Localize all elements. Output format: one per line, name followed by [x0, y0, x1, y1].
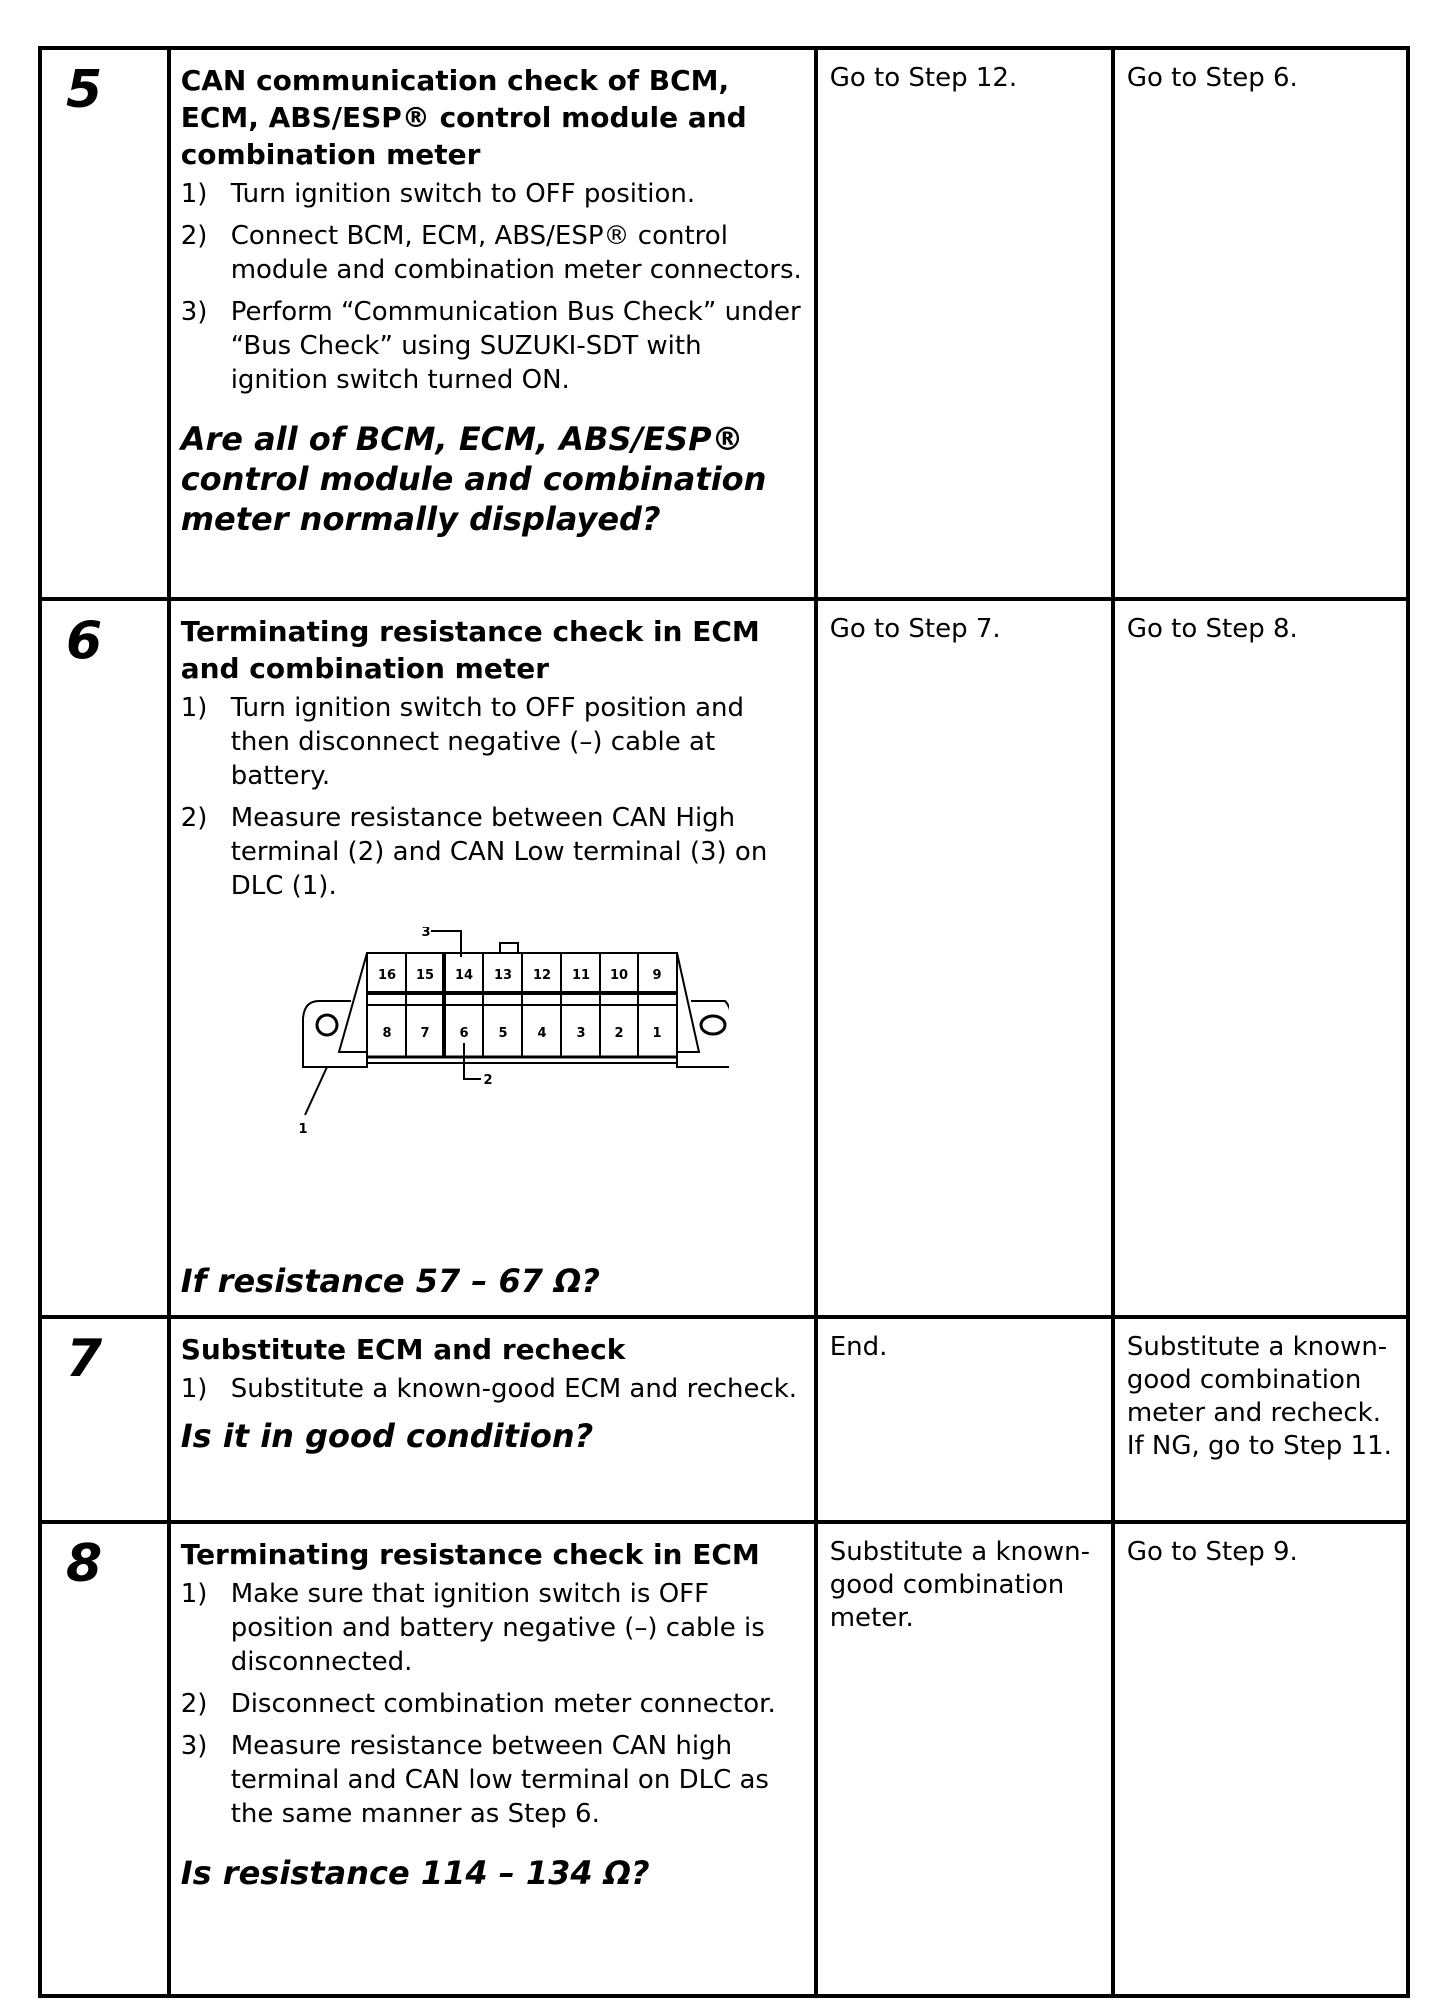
step-question: Is resistance 114 – 134 Ω?: [180, 1854, 650, 1892]
table-row-step-8: [42, 1520, 1406, 1994]
item-number: 1): [180, 1579, 208, 1609]
item-text: Measure resistance between CAN High terminal (2) and CAN Low terminal (3) on DLC (1).: [230, 803, 768, 901]
action-cell: [167, 50, 814, 597]
pin-label: 15: [415, 968, 434, 983]
item-number: 3): [180, 1731, 208, 1761]
pin-label: 13: [493, 968, 512, 983]
action-cell: [167, 1524, 814, 1994]
pin-label: 11: [571, 968, 590, 983]
callout-can-high: 2: [483, 1073, 493, 1088]
troubleshooting-table: [38, 46, 1410, 1998]
yes-result: Substitute a known-good combination meter.: [829, 1537, 1091, 1633]
pin-label: 14: [454, 968, 473, 983]
instruction-item: [181, 1577, 804, 1679]
pin-label: 1: [652, 1026, 662, 1041]
item-text: Make sure that ignition switch is OFF position and battery negative (–) cable is disconnected.: [230, 1579, 765, 1677]
yes-result-cell: [814, 601, 1111, 1315]
action-cell: [167, 1319, 814, 1520]
step-title: CAN communication check of BCM, ECM, ABS/ESP® control module and combination meter: [180, 64, 747, 171]
instruction-item: [181, 1372, 804, 1406]
callout-dlc: 1: [298, 1122, 308, 1137]
step-title: Terminating resistance check in ECM and combination meter: [180, 615, 760, 685]
step-number-cell: [42, 601, 167, 1315]
step-number-cell: [42, 50, 167, 597]
item-number: 2): [180, 803, 208, 833]
pin-label: 9: [652, 968, 662, 983]
pin-label: 3: [576, 1026, 586, 1041]
yes-result: End.: [829, 1332, 888, 1362]
step-question: If resistance 57 – 67 Ω?: [180, 1262, 600, 1300]
instruction-list: [181, 1372, 804, 1406]
no-result: Go to Step 9.: [1126, 1537, 1298, 1567]
pin-label: 10: [609, 968, 628, 983]
instruction-item: [181, 801, 804, 903]
step-number-cell: [42, 1319, 167, 1520]
item-number: 1): [180, 693, 208, 723]
item-text: Perform “Communication Bus Check” under “Bus Check” using SUZUKI-SDT with ignition switch turned ON.: [230, 297, 801, 395]
item-text: Measure resistance between CAN high terminal and CAN low terminal on DLC as the same manner as Step 6.: [230, 1731, 769, 1829]
action-cell: [167, 601, 814, 1315]
pin-label: 5: [498, 1026, 508, 1041]
yes-result-cell: [814, 50, 1111, 597]
pin-label: 8: [382, 1026, 392, 1041]
step-title: Terminating resistance check in ECM: [180, 1538, 760, 1571]
no-result-cell: [1111, 601, 1406, 1315]
step-number-cell: [42, 1524, 167, 1994]
yes-result-cell: [814, 1319, 1111, 1520]
pin-label: 7: [420, 1026, 430, 1041]
instruction-item: [181, 177, 804, 211]
dlc-connector-diagram: [289, 927, 729, 1157]
no-result: Substitute a known-good combination meter and recheck. If NG, go to Step 11.: [1126, 1332, 1392, 1461]
instruction-item: [181, 219, 804, 287]
item-number: 3): [180, 297, 208, 327]
step-number: 6: [66, 611, 103, 671]
instruction-item: [181, 691, 804, 793]
no-result-cell: [1111, 1319, 1406, 1520]
table-row-step-6: [42, 597, 1406, 1315]
yes-result-cell: [814, 1524, 1111, 1994]
step-number: 7: [66, 1329, 103, 1389]
table-row-step-5: [42, 50, 1406, 597]
pin-label: 12: [532, 968, 551, 983]
yes-result: Go to Step 12.: [829, 63, 1018, 93]
instruction-item: [181, 1687, 804, 1721]
pin-label: 16: [377, 968, 396, 983]
item-number: 1): [180, 1374, 208, 1404]
pin-label: 6: [459, 1026, 469, 1041]
no-result: Go to Step 8.: [1126, 614, 1298, 644]
item-text: Substitute a known-good ECM and recheck.: [230, 1374, 798, 1404]
step-title: Substitute ECM and recheck: [180, 1333, 626, 1366]
item-number: 2): [180, 221, 208, 251]
pin-label: 4: [537, 1026, 547, 1041]
step-question: Is it in good condition?: [180, 1417, 594, 1455]
step-number: 5: [66, 60, 103, 120]
table-row-step-7: [42, 1315, 1406, 1520]
item-text: Disconnect combination meter connector.: [230, 1689, 776, 1719]
no-result: Go to Step 6.: [1126, 63, 1298, 93]
pin-label: 2: [614, 1026, 624, 1041]
callout-can-low: 3: [421, 927, 431, 940]
instruction-item: [181, 295, 804, 397]
item-number: 1): [180, 179, 208, 209]
step-question: Are all of BCM, ECM, ABS/ESP® control module and combination meter normally displayed?: [180, 420, 767, 538]
item-text: Connect BCM, ECM, ABS/ESP® control module and combination meter connectors.: [230, 221, 802, 285]
no-result-cell: [1111, 50, 1406, 597]
step-number: 8: [66, 1534, 103, 1594]
instruction-item: [181, 1729, 804, 1831]
instruction-list: [181, 1577, 804, 1831]
item-number: 2): [180, 1689, 208, 1719]
instruction-list: [181, 691, 804, 903]
instruction-list: [181, 177, 804, 397]
yes-result: Go to Step 7.: [829, 614, 1001, 644]
item-text: Turn ignition switch to OFF position.: [230, 179, 696, 209]
item-text: Turn ignition switch to OFF position and then disconnect negative (–) cable at battery.: [230, 693, 745, 791]
no-result-cell: [1111, 1524, 1406, 1994]
